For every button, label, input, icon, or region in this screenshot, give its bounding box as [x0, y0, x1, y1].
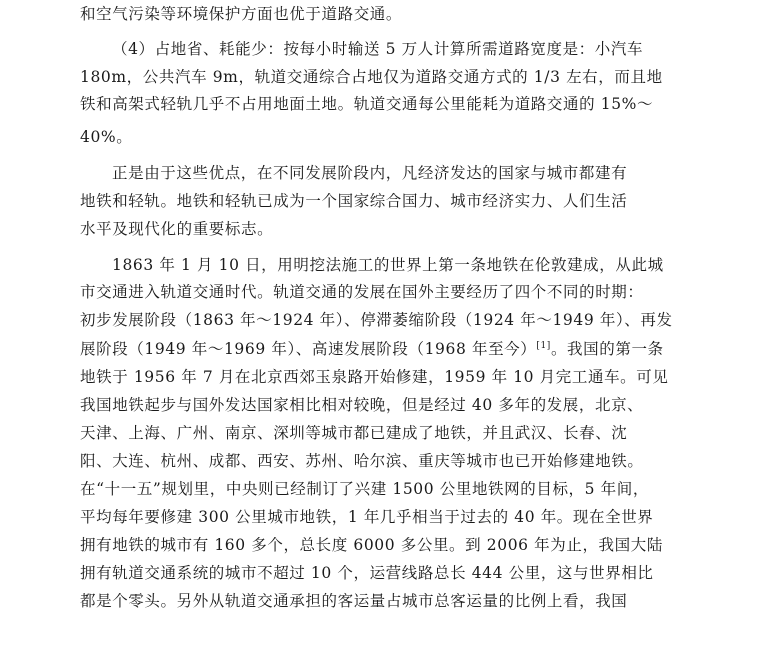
text-line-6: 正是由于这些优点，在不同发展阶段内，凡经济发达的国家与城市都建有 [112, 164, 628, 182]
text-line-5: 40%。 [80, 128, 133, 146]
text-line-16: 阳、大连、杭州、成都、西安、苏州、哈尔滨、重庆等城市也已开始修建地铁。 [80, 452, 644, 470]
text-line-1: 和空气污染等环境保护方面也优于道路交通。 [80, 5, 403, 23]
text-line-12 [80, 339, 664, 359]
text-line-11: 初步发展阶段（1863 年～1924 年）、停滞萎缩阶段（1924 年～1949 年）、再发 [80, 311, 673, 329]
text-line-3: 180m，公共汽车 9m，轨道交通综合占地仅为道路交通方式的 1/3 左右，而且地 [80, 68, 663, 86]
text-line-2: （4）占地省、耗能少：按每小时输送 5 万人计算所需道路宽度是：小汽车 [112, 40, 644, 58]
text-line-18: 平均每年要修建 300 公里城市地铁，1 年几乎相当于过去的 40 年。现在全世界 [80, 508, 654, 526]
text-line-13: 地铁于 1956 年 7 月在北京西郊玉泉路开始修建，1959 年 10 月完工通车。可见 [80, 368, 669, 386]
text-line-17: 在“十一五”规划里，中央则已经制订了兴建 1500 公里地铁网的目标，5 年间， [80, 480, 649, 498]
text-line-21: 都是个零头。另外从轨道交通承担的客运量占城市总客运量的比例上看，我国 [80, 592, 628, 610]
text-line-15: 天津、上海、广州、南京、深圳等城市都已建成了地铁，并且武汉、长春、沈 [80, 424, 628, 442]
text-line-8: 水平及现代化的重要标志。 [80, 220, 274, 238]
text-line-12-after: 。我国的第一条 [550, 340, 664, 358]
text-line-19: 拥有地铁的城市有 160 多个，总长度 6000 多公里。到 2006 年为止，我国大陆 [80, 536, 663, 554]
text-line-9: 1863 年 1 月 10 日，用明挖法施工的世界上第一条地铁在伦敦建成，从此城 [112, 256, 664, 274]
text-line-20: 拥有轨道交通系统的城市不超过 10 个，运营线路总长 444 公里，这与世界相比 [80, 564, 654, 582]
citation-marker: [1] [536, 340, 551, 351]
text-line-14: 我国地铁起步与国外发达国家相比相对较晚，但是经过 40 多年的发展，北京、 [80, 396, 644, 414]
text-line-4: 铁和高架式轻轨几乎不占用地面土地。轨道交通每公里能耗为道路交通的 15%～ [80, 95, 654, 113]
text-line-10: 市交通进入轨道交通时代。轨道交通的发展在国外主要经历了四个不同的时期： [80, 283, 644, 301]
text-line-7: 地铁和轻轨。地铁和轻轨已成为一个国家综合国力、城市经济实力、人们生活 [80, 192, 628, 210]
text-line-12-before: 展阶段（1949 年～1969 年）、高速发展阶段（1968 年至今） [80, 340, 537, 358]
